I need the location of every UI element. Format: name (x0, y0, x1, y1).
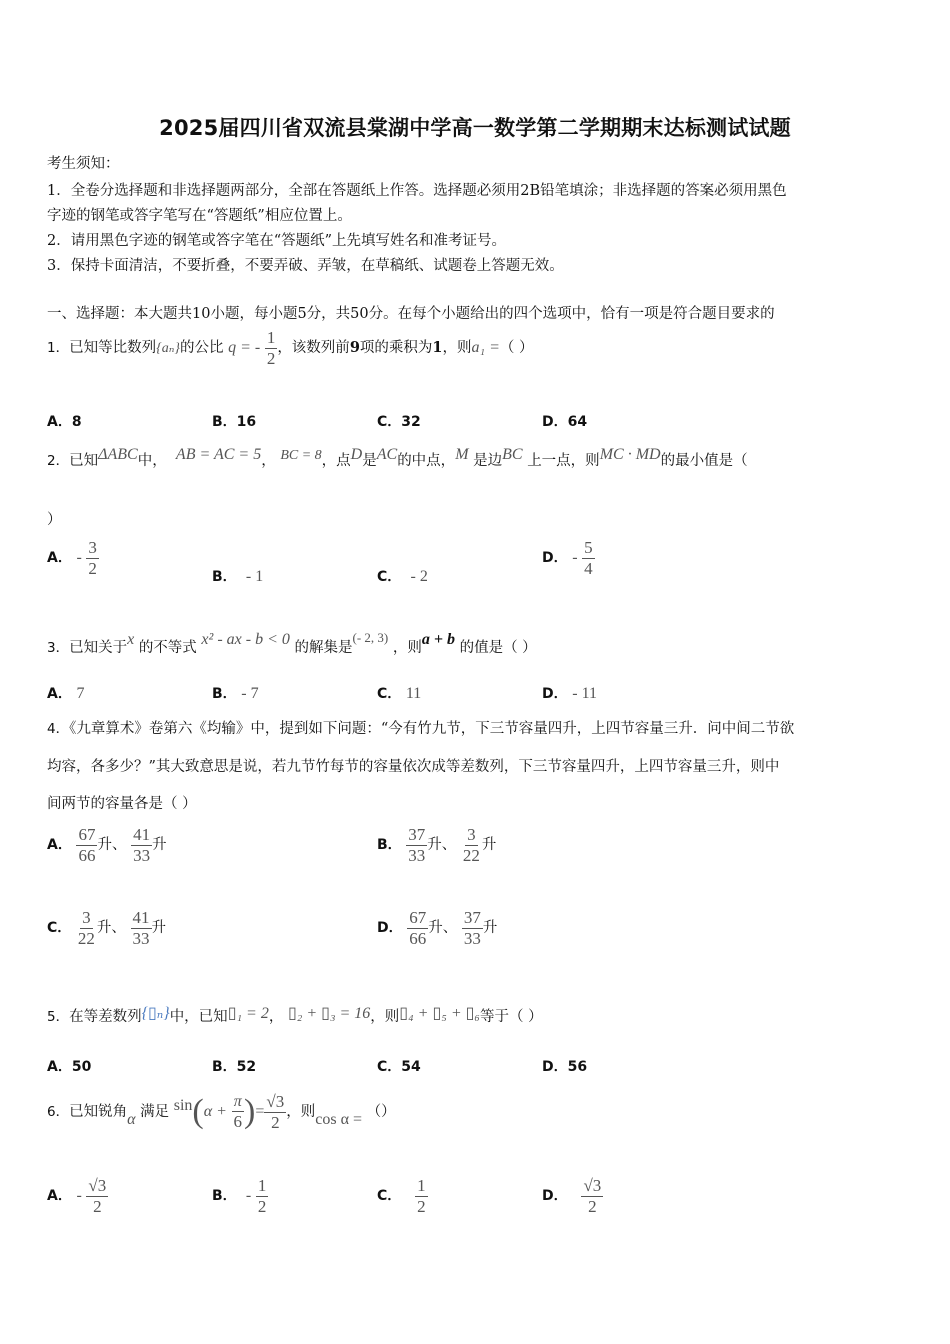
question-4-line-1: 4．《九章算术》卷第六《均输》中，提到如下问题：“今有竹九节，下三节容量四升，上四节容量三升．问中间二节欲 (47, 721, 795, 737)
question-1: 1．已知等比数列{aₙ}的公比 q = - $\frac{1}{2}$ ，该数列前9项的乘积为1，则a₁ =（ ） (47, 328, 534, 368)
q2-option-b[interactable]: B． - 1 (212, 568, 264, 585)
q6-option-b[interactable]: B． - $\frac{1}{2}$ (212, 1176, 267, 1216)
q3-option-b[interactable]: B． - 7 (212, 685, 259, 702)
question-4-line-3: 间两节的容量各是（ ） (47, 796, 197, 812)
q1-option-b[interactable]: B．16 (212, 414, 257, 430)
q5-option-c[interactable]: C．54 (377, 1059, 421, 1075)
question-5: 5．在等差数列{▯ₙ}中，已知▯₁ = 2， ▯₂ + ▯₃ = 16，则▯₄ + ▯₅ + ▯₆等于（ ） (47, 1005, 543, 1025)
q5-option-d[interactable]: D．56 (542, 1059, 588, 1075)
q2-close-paren: ） (47, 512, 62, 528)
page-title: 2025届四川省双流县棠湖中学高一数学第二学期期末达标测试试题 (159, 116, 791, 140)
q2-option-a[interactable]: A． - $\frac{3}{2}$ (47, 538, 97, 578)
question-6: 6．已知锐角α 满足 sin(α + $\frac{\pi}{6}$ )= $\frac{√3}{2}$ ，则cos α = （） (47, 1092, 396, 1132)
q2-option-c[interactable]: C． - 2 (377, 568, 428, 585)
q1-option-d[interactable]: D．64 (542, 414, 588, 430)
question-4-line-2: 均容，各多少？”其大致意思是说，若九节竹每节的容量依次成等差数列，下三节容量四升，上四节容量三升，则中 (47, 759, 780, 775)
note-1-cont: 字迹的钢笔或答字笔写在“答题纸”相应位置上。 (47, 208, 352, 224)
q4-option-d[interactable]: D． $\frac{67}{66}$ 升、 $\frac{37}{33}$ 升 (377, 908, 498, 948)
q3-option-a[interactable]: A． 7 (47, 685, 85, 702)
notes-heading: 考生须知： (47, 156, 120, 172)
section-heading: 一、选择题：本大题共10小题，每小题5分，共50分。在每个小题给出的四个选项中，恰有一项是符合题目要求的 (47, 306, 775, 322)
q6-option-c[interactable]: C． $\frac{1}{2}$ (377, 1176, 426, 1216)
note-2: 2．请用黑色字迹的钢笔或答字笔在“答题纸”上先填写姓名和准考证号。 (47, 233, 507, 249)
q1-option-c[interactable]: C．32 (377, 414, 421, 430)
q1-option-a[interactable]: A．8 (47, 414, 82, 430)
question-2: 2．已知ΔABC中， AB = AC = 5， BC = 8，点D是AC的中点，M 是边BC 上一点，则MC · MD的最小值是（ (47, 446, 748, 469)
q2-option-d[interactable]: D． - $\frac{5}{4}$ (542, 538, 593, 578)
question-3: 3．已知关于x 的不等式 x² - ax - b < 0 的解集是(- 2, 3) ，则a + b 的值是（ ） (47, 630, 537, 656)
q6-option-d[interactable]: D． $\frac{√3}{2}$ (542, 1176, 602, 1216)
q5-option-b[interactable]: B．52 (212, 1059, 257, 1075)
note-1: 1．全卷分选择题和非选择题两部分，全部在答题纸上作答。选择题必须用2B铅笔填涂；非选择题的答案必须用黑色 (47, 183, 787, 199)
q3-option-d[interactable]: D． - 11 (542, 685, 597, 702)
q1-ratio-fraction: $\frac{1}{2}$ (266, 328, 276, 368)
q3-option-c[interactable]: C． 11 (377, 685, 422, 702)
q4-option-c[interactable]: C． $\frac{3}{22}$ 升、 $\frac{41}{33}$ 升 (47, 908, 166, 948)
q5-option-a[interactable]: A．50 (47, 1059, 92, 1075)
q6-option-a[interactable]: A． - $\frac{√3}{2}$ (47, 1176, 107, 1216)
q4-option-a[interactable]: A． $\frac{67}{66}$ 升、 $\frac{41}{33}$ 升 (47, 825, 167, 865)
q4-option-b[interactable]: B． $\frac{37}{33}$ 升、 $\frac{3}{22}$ 升 (377, 825, 497, 865)
note-3: 3．保持卡面清洁，不要折叠，不要弄破、弄皱，在草稿纸、试题卷上答题无效。 (47, 258, 564, 274)
